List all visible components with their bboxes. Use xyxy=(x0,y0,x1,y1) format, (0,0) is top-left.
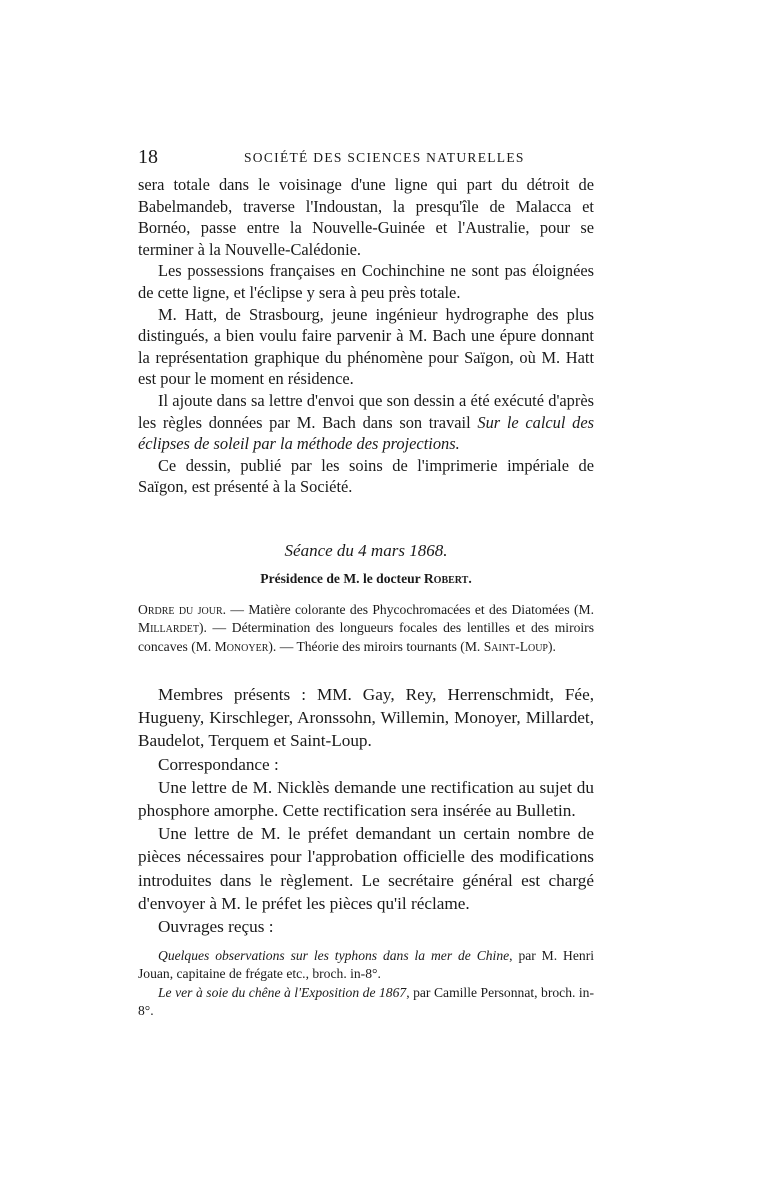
ouvrage-ver-a-soie-title: Le ver à soie du chêne à l'Exposition de 1867 xyxy=(158,984,407,1000)
ordre-text-2: ). — Détermination des longueurs focales des lentilles et des miroirs concaves (M. xyxy=(138,620,594,654)
ordre-text-3: ). — Théorie des miroirs tournants (M. xyxy=(268,638,484,654)
membres-presents: Membres présents : MM. Gay, Rey, Herrenschmidt, Fée, Hugueny, Kirschleger, Aronssohn, Willemin, Monoyer, Millardet, Baudelot, Terquem et Saint-Loup. xyxy=(138,685,594,751)
paragraph-lettre-envoi xyxy=(138,390,594,455)
lettre-text: Il ajoute dans sa lettre d'envoi que son dessin a été exécuté d'après les règles données par M. Bach dans son travail xyxy=(138,390,594,432)
ouvrage-ver-a-soie-details: , par Camille Personnat, broch. in-8°. xyxy=(138,984,594,1018)
paragraph-hatt: M. Hatt, de Strasbourg, jeune ingénieur hydrographe des plus distingués, a bien voulu faire parvenir à M. Bach une épure donnant la représentation graphique du phénomène pour Saïgon, où M. Hatt est pour le moment en résidence. xyxy=(138,304,594,389)
ordre-label: Ordre du jour. xyxy=(138,602,227,617)
paragraph-eclipse-line: sera totale dans le voisinage d'une ligne qui part du détroit de Babelmandeb, traverse l'Indoustan, la presqu'île de Malacca et Bornéo, passe entre la Nouvelle-Guinée et l'Australie, pour se terminer à la Nouvelle-Calédonie. xyxy=(138,175,594,259)
bach-work-title: Sur le calcul des éclipses de soleil par la méthode des projections. xyxy=(138,412,594,454)
ordre-name-1: Millardet xyxy=(138,620,199,636)
ordre-name-3: Saint-Loup xyxy=(483,638,548,654)
presidence-name: Robert. xyxy=(423,571,472,586)
ouvrage-ver-a-soie xyxy=(138,984,594,1021)
presidence-line xyxy=(138,571,594,587)
lettre-prefet: Une lettre de M. le préfet demandant un certain nombre de pièces nécessaires pour l'approbation officielle des modifications introduites dans le règlement. Le secrétaire général est chargé d'envoyer à M. le préfet les pièces qu'il réclame. xyxy=(138,824,594,913)
correspondance-heading: Correspondance : xyxy=(158,754,279,774)
page-number: 18 xyxy=(138,146,158,168)
ordre-text-1: — Matière colorante des Phycochromacées et des Diatomées (M. xyxy=(226,602,594,617)
ordre-paragraph xyxy=(138,601,594,656)
presidence-prefix: Présidence de M. le docteur xyxy=(260,571,424,586)
paragraph-cochinchine: Les possessions françaises en Cochinchine ne sont pas éloignées de cette ligne, et l'éclipse y sera à peu près totale. xyxy=(138,261,594,302)
seance-heading: Séance du 4 mars 1868. xyxy=(284,541,448,560)
ordre-text-4: ). xyxy=(548,638,556,654)
ordre-du-jour xyxy=(138,601,594,656)
intro-section xyxy=(138,174,594,498)
paragraph-dessin: Ce dessin, publié par les soins de l'imprimerie impériale de Saïgon, est présenté à la Société. xyxy=(138,455,594,497)
ouvrage-typhons xyxy=(138,947,594,984)
lettre-nickles: Une lettre de M. Nicklès demande une rectification au sujet du phosphore amorphe. Cette rectification sera insérée au Bulletin. xyxy=(138,777,594,821)
seance-body xyxy=(138,683,594,938)
page-header xyxy=(138,146,594,170)
ouvrage-typhons-title: Quelques observations sur les typhons dans la mer de Chine xyxy=(158,948,510,963)
ouvrages-list xyxy=(138,947,594,1020)
running-head: SOCIÉTÉ DES SCIENCES NATURELLES xyxy=(244,150,525,165)
ouvrages-heading: Ouvrages reçus : xyxy=(158,917,274,937)
ordre-name-2: Monoyer xyxy=(214,638,269,654)
ouvrage-typhons-details: , par M. Henri Jouan, capitaine de frégate etc., broch. in-8°. xyxy=(138,948,594,982)
